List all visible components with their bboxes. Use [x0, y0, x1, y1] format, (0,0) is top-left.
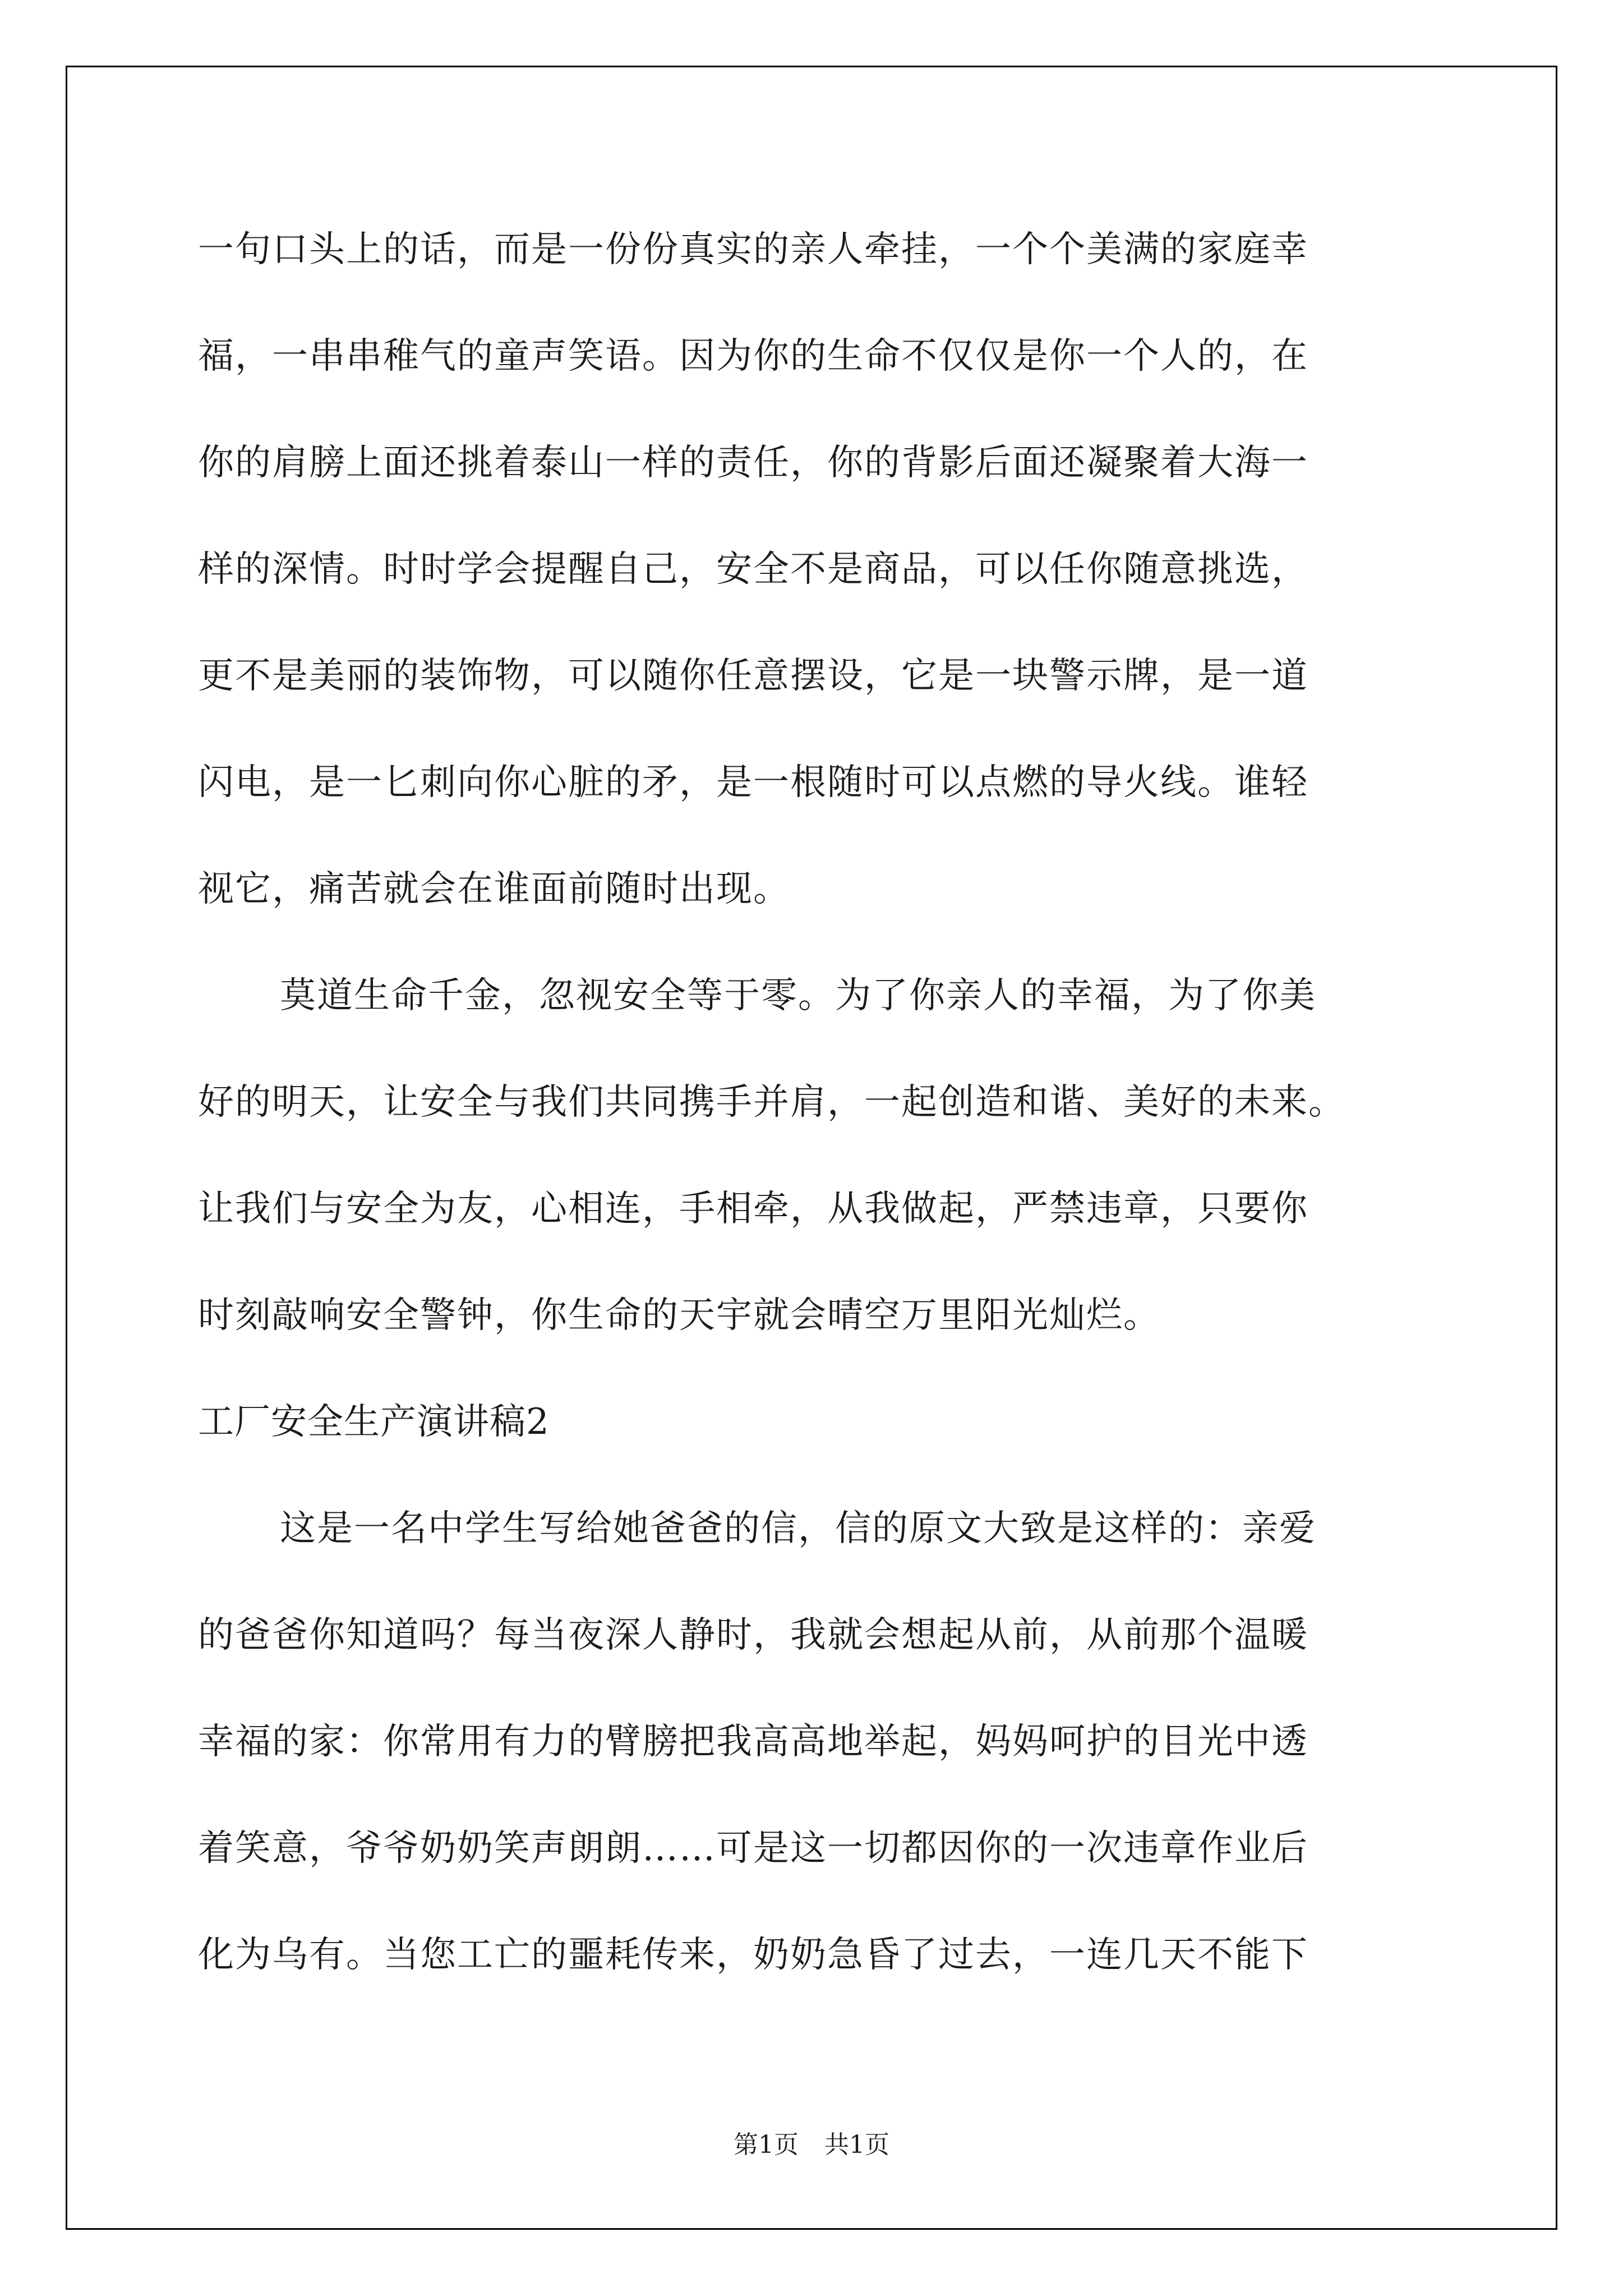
- text-line: 视它，痛苦就会在谁面前随时出现。: [198, 868, 790, 910]
- text-line: 让我们与安全为友，心相连，手相牵，从我做起，严禁违章，只要你: [198, 1188, 1308, 1230]
- text-line: 福，一串串稚气的童声笑语。因为你的生命不仅仅是你一个人的，在: [198, 335, 1308, 377]
- text-line: 好的明天，让安全与我们共同携手并肩，一起创造和谐、美好的未来。: [198, 1082, 1345, 1123]
- text-line: 样的深情。时时学会提醒自己，安全不是商品，可以任你随意挑选，: [198, 549, 1308, 590]
- total-pages: 共1页: [824, 2131, 889, 2159]
- text-line: 的爸爸你知道吗？每当夜深人静时，我就会想起从前，从前那个温暖: [198, 1614, 1308, 1656]
- text-line: 化为乌有。当您工亡的噩耗传来，奶奶急昏了过去，一连几天不能下: [198, 1934, 1308, 1976]
- text-line: 一句口头上的话，而是一份份真实的亲人牵挂，一个个美满的家庭幸: [198, 229, 1308, 270]
- text-line: 闪电，是一匕刺向你心脏的矛，是一根随时可以点燃的导火线。谁轻: [198, 762, 1308, 803]
- section-heading: 工厂安全生产演讲稿2: [198, 1401, 550, 1443]
- page-number: 第1页: [734, 2131, 799, 2159]
- document-body: [198, 196, 1432, 2008]
- paragraph-start-line: 莫道生命千金，忽视安全等于零。为了你亲人的幸福，为了你美: [280, 975, 1316, 1016]
- text-line: 更不是美丽的装饰物，可以随你任意摆设，它是一块警示牌，是一道: [198, 655, 1308, 697]
- text-line: 你的肩膀上面还挑着泰山一样的责任，你的背影后面还凝聚着大海一: [198, 442, 1308, 484]
- page-footer: [0, 2128, 1623, 2162]
- paragraph-start-line: 这是一名中学生写给她爸爸的信，信的原文大致是这样的：亲爱: [280, 1508, 1316, 1549]
- text-line: 时刻敲响安全警钟，你生命的天宇就会晴空万里阳光灿烂。: [198, 1295, 1160, 1336]
- text-line: 幸福的家：你常用有力的臂膀把我高高地举起，妈妈呵护的目光中透: [198, 1721, 1308, 1763]
- text-line: 着笑意，爷爷奶奶笑声朗朗……可是这一切都因你的一次违章作业后: [198, 1828, 1308, 1869]
